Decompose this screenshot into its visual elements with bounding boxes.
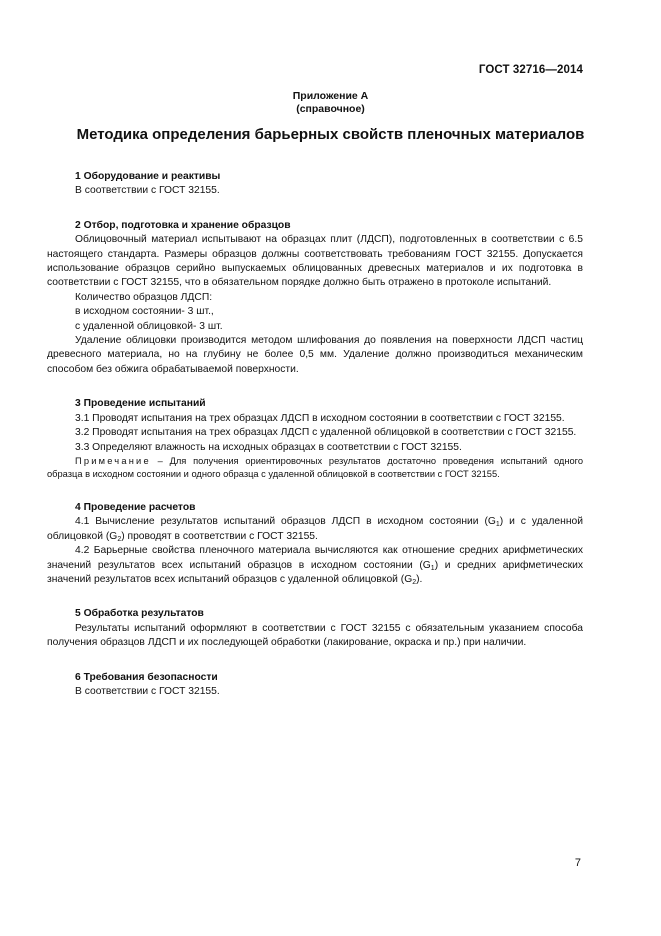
subscript: 2	[117, 535, 122, 543]
paragraph: 3.3 Определяют влажность на исходных образцах в соответствии с ГОСТ 32155.	[75, 441, 462, 453]
paragraph	[47, 515, 583, 544]
page-number: 7	[574, 857, 581, 869]
note-text: – Для получения ориентировочных результатов достаточно проведения испытаний одного образца в исходном состоянии и одного образца с удаленной облицовкой в соответствии с ГОСТ 32155.	[47, 455, 583, 479]
paragraph: Количество образцов ЛДСП:	[75, 291, 213, 303]
section-heading: 4 Проведение расчетов	[75, 501, 196, 513]
section-heading: 5 Обработка результатов	[75, 608, 204, 620]
note	[47, 455, 583, 481]
note-label: Примечание	[75, 455, 151, 466]
section-heading: 2 Отбор, подготовка и хранение образцов	[75, 219, 291, 231]
document-code: ГОСТ 32716—2014	[478, 64, 583, 76]
page-title: Методика определения барьерных свойств пленочных материалов	[76, 126, 585, 143]
subscript: 2	[412, 578, 417, 586]
paragraph: В соответствии с ГОСТ 32155.	[75, 185, 220, 197]
appendix-type: (справочное)	[296, 103, 365, 115]
paragraph: 3.1 Проводят испытания на трех образцах ЛДСП в исходном состоянии в соответствии с ГОСТ 32155.	[75, 412, 565, 424]
subscript: 1	[495, 521, 500, 529]
paragraph: 3.2 Проводят испытания на трех образцах ЛДСП с удаленной облицовкой в соответствии с ГОСТ 32155.	[75, 427, 577, 439]
paragraph: с удаленной облицовкой- 3 шт.	[75, 320, 223, 332]
paragraph	[47, 544, 583, 587]
paragraph: Облицовочный материал испытывают на образцах плит (ЛДСП), подготовленных в соответствии с 6.5 настоящего стандарта. Размеры образцов должны соответствовать требованиям ГОСТ 32155. Допускается использование образцов серийно выпускаемых облицованных древесных материалов и их подготовка в соответствии с ГОСТ 32155, что в обязательном порядке должно быть отражено в протоколе испытаний.	[47, 234, 583, 289]
section-heading: 1 Оборудование и реактивы	[75, 171, 221, 182]
paragraph: Результаты испытаний оформляют в соответствии с ГОСТ 32155 с обязательным указанием способа получения образцов ЛДСП и их последующей обработки (лакирование, окраска и пр.) при наличии.	[47, 622, 583, 649]
subscript: 1	[430, 564, 435, 572]
appendix-label: Приложение А	[292, 90, 369, 102]
document-body	[47, 170, 583, 699]
paragraph: в исходном состоянии- 3 шт.,	[75, 306, 214, 318]
text-run: 4.1 Вычисление результатов испытаний образцов ЛДСП в исходном состоянии (G	[75, 516, 496, 528]
text-run: ) проводят в соответствии с ГОСТ 32155.	[121, 530, 318, 542]
paragraph: В соответствии с ГОСТ 32155.	[75, 685, 220, 697]
text-run: ) и средних арифметических значений результатов всех испытаний образцов с удаленной облицовкой (G	[47, 559, 583, 585]
text-run: ).	[416, 573, 423, 585]
text-run: 4.2 Барьерные свойства пленочного материала вычисляются как отношение средних арифметических значений результатов всех испытаний образцов в исходном состоянии (G	[47, 545, 583, 571]
section-heading: 6 Требования безопасности	[75, 671, 218, 683]
section-heading: 3 Проведение испытаний	[75, 398, 206, 410]
paragraph: Удаление облицовки производится методом шлифования до появления на поверхности ЛДСП частиц древесного материала, но на глубину не более 0,5 мм. Удаление должно производиться механическим способом без обжига обрабатываемой поверхности.	[47, 335, 583, 375]
text-run: ) и с удаленной облицовкой (G	[47, 516, 583, 542]
